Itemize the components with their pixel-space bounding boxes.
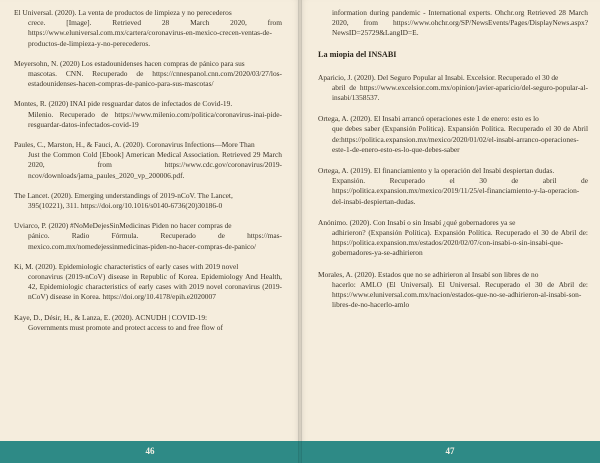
reference-entry: Ortega, A. (2019). El financiamiento y la operación del Insabi despiertan dudas. Expansión. Recuperado el 30 de abril de https://politica.expansion.mx/mexico/2019/11/25/el-financiamiento-y-la-operacion-del-insabi-despiertan-dudas. [318, 166, 588, 206]
left-reference-list [14, 8, 282, 343]
reference-entry: El Universal. (2020). La venta de productos de limpieza y no perecederos crece. [Image]. Retrieved 28 March 2020, from https://www.eluniversal.com.mx/cartera/coronavirus-en-mexico-crecen-ventas-de-productos-de-limpieza-y-no-perecederos. [14, 8, 282, 48]
reference-entry: Morales, A. (2020). Estados que no se adhirieron al Insabí son libres de no hacerlo: AMLO (El Universal). El Universal. Recuperado el 30 de Abril de: https://www.eluniversal.com.mx/nacion/estados-que-no-se-adhirieron-al-insabi-son-libres-de-no-hacerlo-amlo [318, 269, 588, 310]
reference-entry: Montes, R. (2020) INAI pide resguardar datos de infectados de Covid-19. Milenio. Recuperado de https://www.milenio.com/politica/coronavirus-inai-pide-resguardar-datos-infectados-covid-19 [14, 99, 282, 129]
reference-entry: Aparicio, J. (2020). Del Seguro Popular al Insabi. Excelsior. Recuperado el 30 de abril de https://www.excelsior.com.mx/opinion/javier-aparicio/del-seguro-popular-al-insabi/1358537. [318, 72, 588, 103]
reference-entry: The Lancet. (2020). Emerging understandings of 2019-nCoV. The Lancet, 395(10221), 311. https://doi.org/10.1016/s0140-6736(20)30186-0 [14, 190, 233, 211]
section-heading: La miopia del INSABI [318, 49, 397, 59]
right-footer-bar [300, 441, 600, 463]
book-gutter [298, 0, 302, 463]
reference-continuation: information during pandemic - International experts. Ohchr.org Retrieved 28 March 2020, from https://www.ohchr.org/SP/NewsEvents/Pages/DisplayNews.aspx?NewsID=25729&LangID=E. [332, 8, 588, 38]
left-footer-bar [0, 441, 300, 463]
page-number: 47 [445, 446, 455, 456]
right-page [300, 0, 600, 463]
right-reference-list [318, 8, 588, 321]
reference-entry: Paules, C., Marston, H., & Fauci, A. (2020). Coronavirus Infections—More Than Just the Common Cold [Ebook] American Medical Association. Retrieved 29 March 2020, from https://www.cdc.gov/coronavirus/2019-ncov/downloads/jama_paules_2020_vp_200006.pdf. [14, 140, 282, 180]
reference-entry: Ki, M. (2020). Epidemiologic characteristics of early cases with 2019 novel coronavirus (2019-nCoV) disease in Republic of Korea. Epidemiology And Health, 42, Epidemiologic characteristics of early cases with 2019 novel coronavirus (2019-nCoV) disease in Korea. https://doi.org/10.4178/epih.e2020007 [14, 261, 282, 302]
reference-entry: Kaye, D., Désir, H., & Lanza, E. (2020). ACNUDH | COVID-19: Governments must promote and protect access to and free flow of [14, 312, 223, 332]
reference-entry: Uviarco, P. (2020) #NoMeDejesSinMedicinas Piden no hacer compras de pánico. Radio Fórmula. Recuperado de https://mas-mexico.com.mx/nomedejessinmedicinas-piden-no-hacer-compras-de-panico/ [14, 221, 282, 251]
reference-entry: Meyersohn, N. (2020) Los estadounidenses hacen compras de pánico para sus mascotas. CNN. Recuperado de https://cnnespanol.cnn.com/2020/03/27/los-estadounidenses-hacen-compras-de-panico-para-sus-mascotas/ [14, 58, 282, 89]
reference-entry: Ortega, A. (2020). El Insabi arrancó operaciones este 1 de enero: esto es lo que debes saber (Expansión Política). Expansión Política. Recuperado el 30 de Abril de:https://politica.expansion.mx/mexico/2020/01/02/el-insabi-arranco-operaciones-este-1-de-enero-esto-es-lo-que-debes-saber [318, 114, 588, 154]
reference-entry: Anónimo. (2020). Con Insabí o sin Insabí ¿qué gobernadores ya se adhirieron? (Expansión Política). Expansión Política. Recuperado el 30 de Abril de: https://politica.expansion.mx/estados/2020/02/07/con-insabi-o-sin-insabi-que-gobernadores-ya-se-adhirieron [318, 217, 588, 258]
page-number: 46 [145, 446, 155, 456]
